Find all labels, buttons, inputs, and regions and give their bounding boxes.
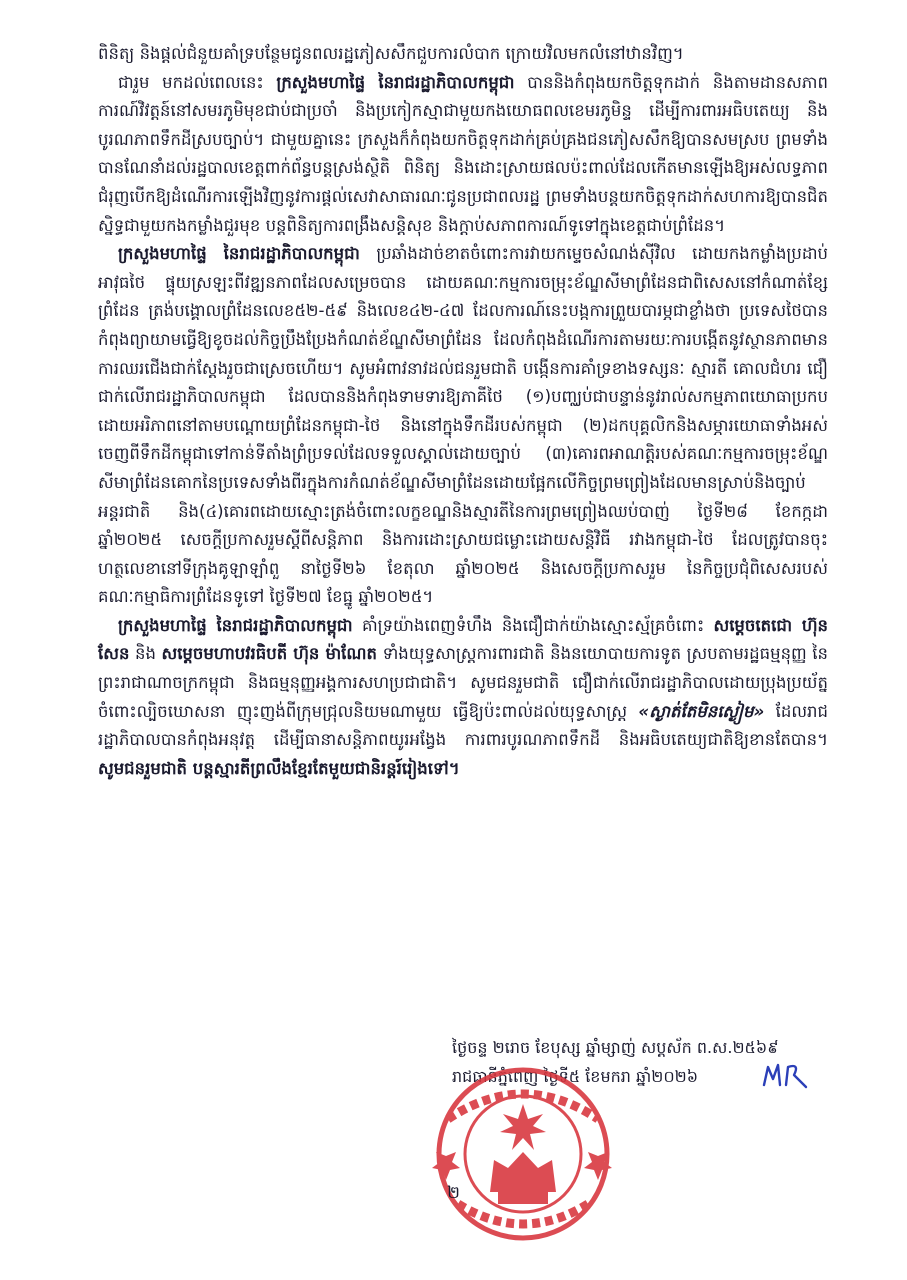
paragraph-0-text: ពិនិត្យ និងផ្ដល់ជំនួយគាំទ្របន្ថែមជូនពលរដ្ឋភៀសសឹកជួបការលំបាក ក្រោយវិលមកលំនៅឋានវិញ។ bbox=[98, 44, 684, 63]
paragraph-1-text: បាននិងកំពុងយកចិត្តទុកដាក់ និងតាមដានសភាពការណ៍វិវត្តន៍នៅសមរភូមិមុខជាប់ជាប្រចាំ និងប្រកៀកស្មាជាមួយកងយោធពលខេមរភូមិន្ទ ដើម្បីការពារអធិបតេយ្យ និងបូរណភាពទឹកដីស្របច្បាប់។ ជាមួយគ្នានេះ ក្រសួងក៏កំពុងយកចិត្តទុកដាក់គ្រប់គ្រងជនភៀសសឹកឱ្យបានសមស្រប ព្រមទាំងបានណែនាំដល់រដ្ឋបាលខេត្តពាក់ព័ន្ធបន្តស្រង់ស្ថិតិ ពិនិត្យ និងដោះស្រាយផលប៉ះពាល់ដែលកើតមានឡើងឱ្យអស់លទ្ធភាព ជំរុញបើកឱ្យដំណើរការឡើងវិញនូវការផ្ដល់សេវាសាធារណៈជូនប្រជាពលរដ្ឋ ព្រមទាំងបន្តយកចិត្តទុកដាក់សហការឱ្យបានជិតស្និទ្ធជាមួយកងកម្លាំងជួរមុខ បន្តពិនិត្យការពង្រឹងសន្តិសុខ និងក្ដាប់សភាពការណ៍ទូទៅក្នុងខេត្តជាប់ព្រំដែន។ bbox=[98, 72, 828, 235]
ministry-name: ក្រសួងមហាផ្ទៃ នៃរាជរដ្ឋាភិបាលកម្ពុជា bbox=[118, 615, 353, 635]
lunar-date: ថ្ងៃចន្ទ ២រោច ខែបុស្ស ឆ្នាំម្សាញ់ សប្តស័ក ព.ស.២៥៦៩ bbox=[452, 1038, 779, 1057]
ministry-seal-icon bbox=[428, 1064, 618, 1244]
paragraph-3-text-c: ដែលរាជរដ្ឋាភិបាលបានកំពុងអនុវត្ត ដើម្បីធានាសន្តិភាពយូរអង្វែង ការពារបូរណភាពទឹកដី និងអធិបតេយ្យជាតិឱ្យខានតែបាន។ bbox=[98, 701, 828, 750]
paragraph-3 bbox=[98, 612, 828, 784]
paragraph-0 bbox=[98, 40, 828, 69]
paragraph-3-and: និង bbox=[129, 644, 162, 664]
paragraph-3-text-b: ទាំងយុទ្ធសាស្ត្រការពារជាតិ និងនយោបាយការទូត ស្របតាមរដ្ឋធម្មនុញ្ញ នៃព្រះរាជាណាចក្រកម្ពុជា និងធម្មនុញ្ញអង្គការសហប្រជាជាតិ។ សូមជនរួមជាតិ ជឿជាក់លើរាជរដ្ឋាភិបាលដោយប្រុងប្រយ័ត្នចំពោះល្បិចឃោសនា ញុះញង់ពីក្រុមជ្រុលនិយមណាមួយ ធ្វើឱ្យប៉ះពាល់ដល់យុទ្ធសាស្ត្រ bbox=[98, 644, 829, 721]
paragraph-2-text: ប្រឆាំងដាច់ខាតចំពោះការវាយកម្ទេចសំណង់ស៊ីវិល ដោយកងកម្លាំងប្រដាប់អាវុធថៃ ផ្ទុយស្រឡះពីវឌ្ឍនភាពដែលសម្រេចបាន ដោយគណៈកម្មការចម្រុះខ័ណ្ឌសីមាព្រំដែនជាពិសេសនៅកំណាត់ខ្សែព្រំដែន ត្រង់បង្គោលព្រំដែនលេខ៥២-៥៩ និងលេខ៤២-៤៧ ដែលការណ៍នេះបង្កការព្រួយបារម្ភជាខ្លាំងថា ប្រទេសថៃបានកំពុងព្យាយាមធ្វើឱ្យខូចដល់កិច្ចប្រឹងប្រែងកំណត់ខ័ណ្ឌសីមាព្រំដែន ដែលកំពុងដំណើរការតាមរយៈការបង្កើតនូវស្ថានភាពមានការឈរជើងជាក់ស្តែងរួចជាស្រេចហើយ។ សូមអំពាវនាវដល់ជនរួមជាតិ បង្កើនការគាំទ្រខាងទស្សនៈ ស្មារតី គោលជំហរ ជឿជាក់លើរាជរដ្ឋាភិបាលកម្ពុជា ដែលបាននិងកំពុងទាមទារឱ្យភាគីថៃ (១)បញ្ឈប់ជាបន្ទាន់នូវរាល់សកម្មភាពយោធាប្រកបដោយអរិភាពនៅតាមបណ្តោយព្រំដែនកម្ពុជា-ថៃ និងនៅក្នុងទឹកដីរបស់កម្ពុជា (២)ដកបុគ្គលិកនិងសម្ភារយោធាទាំងអស់ចេញពីទឹកដីកម្ពុជាទៅកាន់ទីតាំងព្រំប្រទល់ដែលទទួលស្គាល់ដោយច្បាប់ (៣)គោរពអាណត្តិរបស់គណៈកម្មការចម្រុះខ័ណ្ឌសីមាព្រំដែនគោកនៃប្រទេសទាំងពីរក្នុងការកំណត់ខ័ណ្ឌសីមាព្រំដែនដោយផ្អែកលើកិច្ចព្រមព្រៀងដែលមានស្រាប់និងច្បាប់អន្តរជាតិ និង(៤)គោរពដោយស្មោះត្រង់ចំពោះលក្ខខណ្ឌនិងស្មារតីនៃការព្រមព្រៀងឈប់បាញ់ ថ្ងៃទី២៨ ខែកក្កដា ឆ្នាំ២០២៥ សេចក្តីប្រកាសរួមស្តីពីសន្តិភាព និងការដោះស្រាយជម្លោះដោយសន្តិវិធី រវាងកម្ពុជា-ថៃ ដែលត្រូវបានចុះហត្ថលេខានៅទីក្រុងគូឡាឡាំពួ នាថ្ងៃទី២៦ ខែតុលា ឆ្នាំ២០២៥ និងសេចក្តីប្រកាសរួម នៃកិច្ចប្រជុំពិសេសរបស់គណៈកម្មាធិការព្រំដែនទូទៅ ថ្ងៃទី២៧ ខែធ្នូ ឆ្នាំ២០២៥។ bbox=[98, 244, 829, 607]
closing-appeal: សូមជនរួមជាតិ បន្តស្មារតីព្រលឹងខ្មែរតែមួយជានិរន្តរ៍រៀងទៅ។ bbox=[98, 758, 460, 778]
paragraph-1 bbox=[98, 69, 828, 241]
ministry-name: ក្រសួងមហាផ្ទៃ នៃរាជរដ្ឋាភិបាលកម្ពុជា bbox=[118, 244, 360, 264]
paragraph-1-lead: ជារួម មកដល់ពេលនេះ bbox=[118, 72, 277, 92]
paragraph-2 bbox=[98, 240, 828, 612]
leader-name-2: សម្ដេចមហាបវរធិបតី ហ៊ុន ម៉ាណែត bbox=[161, 644, 378, 664]
solar-date: រាជធានីភ្នំពេញ ថ្ងៃទី៥ ខែមករា ឆ្នាំ២០២៦ bbox=[452, 1067, 699, 1086]
leader-name-1: សម្ដេចតេជោ ហ៊ុន សែន bbox=[98, 615, 829, 664]
page-number: ២ bbox=[447, 1183, 460, 1203]
ministry-name: ក្រសួងមហាផ្ទៃ នៃរាជរដ្ឋាភិបាលកម្ពុជា bbox=[276, 72, 515, 92]
document-body bbox=[98, 40, 828, 783]
paragraph-3-text-a: គាំទ្រយ៉ាងពេញទំហឹង និងជឿជាក់យ៉ាងស្មោះស្ម័គ្រចំពោះ bbox=[352, 615, 714, 635]
strategy-quote: «ស្ងាត់តែមិនស្ងៀម» bbox=[638, 701, 765, 721]
